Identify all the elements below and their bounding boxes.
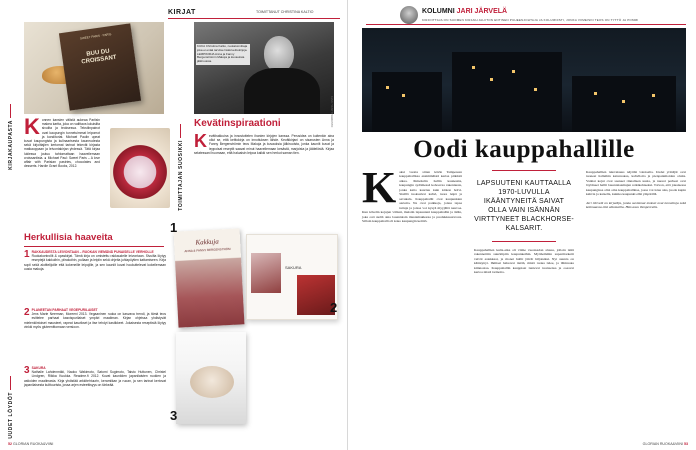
lit-window bbox=[402, 94, 405, 97]
article-title: Oodi kauppahallille bbox=[413, 136, 635, 163]
author-caption: KUKA Christina Kaltio, ruokatoimittaja joka ei enää tarvitse lisää keittokirjoja. LEMPIKIRJA Anna ja Fanny Bergenströmin Makoja ja kuvauksia jälkiruoista. bbox=[196, 44, 250, 65]
column-label bbox=[422, 8, 507, 15]
author-head bbox=[264, 36, 294, 72]
publication-name: GLORIAN RUOKA&VIINI bbox=[13, 442, 54, 446]
review-text: onnen kansien välistä aukeaa Pariisin makea kartta, joka on valittava lukuisilta sivuilta ja teoksessa. Tekstiinpainot ovat kaupungin tunnetuimmat leipomot ja konditoriat. Michael Paulin upeat kuvat kaupungista ja kulinaarisesta kauneudesta sekä kirjoittajien kertomat tarinat tekevät kirjasta matkaoppaan ja leivontakirjan yhdessä. Tätä kirjaa lukiessa joutuu tahtomattaan haaveilemaan croissantista. ● Michael Paul: Sweet Paris – A love affair with Parisian pastries, chocolates and desserts. Hardie Grant Books, 2012. bbox=[24, 118, 100, 169]
lit-window bbox=[594, 92, 597, 95]
vertical-label-new-finds: UUDET LÖYDÖT bbox=[8, 392, 14, 439]
item-text: Ruokakontrollit & opaskirjat. Tämä kirja on omistettu rakkaudelle leivontaan. Sivuilta löytyy reseptejä kakkuihin, piirakoihin, pullaan ja leipiin sekä ohjeita juhlapöytien kattamiseen. Kirja sopii sekä aloittelijoille että kokeneille leipojille, ja sen kauniit kuvat houkuttelevat kokeilemaan uusia makuja. bbox=[24, 254, 166, 271]
cake-photo bbox=[110, 128, 170, 208]
book-item bbox=[24, 308, 166, 329]
book-photo bbox=[24, 22, 164, 114]
folio-left bbox=[8, 442, 53, 446]
cookbook-cover-1 bbox=[174, 228, 245, 327]
building-silhouette bbox=[572, 76, 676, 132]
lit-window bbox=[386, 86, 389, 89]
article-text-3: Kauppahallien tulevaisuus näyttää valoisalta. Uudet yrittäjät ovat tuoneet halleihin katuruokaa, kahviloita ja pienpanimoiden oluita. Vanhat kojut ovat saaneet rinnalleen uusia, ja nuoret perheet ovat löytäneet hallit lauantaiaamujen retkikohteeksi. Toivon, että jokaisessa kaupungissa olisi oma kauppahallinsa, jossa voi istua alas, juoda kupin kahvia ja katsella, kuinka kaupunki elää ympärillä. bbox=[586, 170, 686, 197]
night-city-photo bbox=[362, 28, 686, 132]
section-rule bbox=[168, 18, 340, 19]
item-number: 1 bbox=[24, 249, 30, 260]
column-rule bbox=[366, 24, 686, 25]
columnist-name: JARI JÄRVELÄ bbox=[456, 8, 508, 15]
vertical-tick bbox=[10, 104, 11, 118]
delicious-dreams-rule bbox=[24, 246, 164, 247]
lit-window bbox=[652, 94, 655, 97]
cookbook-1-title: Kakkuja bbox=[195, 237, 219, 247]
section-label: KIRJAT bbox=[168, 9, 196, 16]
columnist-avatar bbox=[400, 6, 418, 24]
vertical-label-editor-favorite: TOIMITTAJAN SUOSIKKI bbox=[178, 140, 184, 211]
item-heading: SAKURA bbox=[31, 366, 46, 370]
lit-window bbox=[622, 100, 625, 103]
item-text: Jens Marie Neerman, Moreeni 2013. Vegaaninen ruoka on kasvava trendi, ja tämä teos esittelee parhaat kasvispurilaiset ympäri maailman. Kirjan ohjeissa yhdistyvät mielenkiintoiset mausteet, rapeat kasvikset ja itse tehdyt kastikkeet. Jokaisesta reseptistä löytyy vinkki myös gluteenittomaan versioon. bbox=[24, 312, 166, 329]
page-credit: TOIMITTANUT CHRISTINA KALTIO bbox=[256, 10, 314, 14]
cookbook-2-title: SAKURA bbox=[285, 265, 302, 270]
cookbook-cover-2 bbox=[246, 234, 338, 320]
cookbook-2-image bbox=[251, 253, 281, 293]
item-text: Nathalie Lahdenmäki, Naoko Wakimoto, Satomi Sugimoto, Taisto Huttunen, Christel Lindgren, Riikka Kuukka. Readme.fi 2012. Kuvat kauniiden japanilaisten ruokien ja astioiden maailmasta. Kirja yhdistää arkkitehtuurin, keramiikan ja ruoan, ja sen tarinat kertovat japanilaisesta kulttuurista, jossa arjen esteettisyys on tärkeää. bbox=[24, 370, 166, 387]
cookbook-number-3: 3 bbox=[170, 408, 178, 423]
article-column-3 bbox=[586, 170, 686, 210]
publication-name: GLORIAN RUOKA&VIINI bbox=[642, 442, 683, 446]
cookbook-cover-3 bbox=[176, 332, 246, 424]
cookbook-1-subtitle: ANNA & FANNY BERGENSTRÖM bbox=[184, 246, 231, 254]
spring-body: eväthakkuina ja innostuttelen ihanien kirjojen kanssa. Perusidea on kuitenkin aina ollut se, että keittokirja on innoituksen lähde. Kevätkirjani on sisarusten Anna ja Fanny Bergenströmin teos Makoja ja kuvauksia jälkiruoista, jonka kauniit kuvat ja leppoisat reseptit saavat minut haaveilemaan kesästä, marjoista ja jäätelöstä. Kirjaa selatessani huomaan, että haluaisin leipoa kaikki sen herkut saman tien. bbox=[194, 134, 334, 155]
item-heading: PLANEETAN PARHAAT VEGEPURILAISET bbox=[31, 308, 98, 312]
delicious-dreams-title: Herkullisia haaveita bbox=[24, 232, 113, 243]
lit-window bbox=[472, 66, 475, 69]
article-text-2: Kauppahallien kulta-aika oli viime vuosisadan alussa, jolloin niitä rakennettiin suurimpiin kaupunkeihin. Myöhemmin supermarketit veivät asiakkaat, ja monet hallit jäivät hiljaisiksi. Nyt suunta on kääntynyt. Ihmiset haluavat tietää, mistä ruoka tulee, ja lähiruoka kiinnostaa. Kauppahallin kauppiaat tuntevat tuotteensa ja osaavat kertoa niistä tarinoita. bbox=[474, 248, 574, 275]
column-label-text: KOLUMNI bbox=[422, 8, 455, 15]
lit-window bbox=[512, 70, 515, 73]
building-silhouette bbox=[452, 52, 562, 132]
item-number: 2 bbox=[24, 307, 30, 318]
spring-dropcap: K bbox=[194, 131, 207, 151]
building-silhouette bbox=[372, 72, 442, 132]
book-cover-subtitle: SWEET PARIS · PARIS bbox=[79, 32, 112, 41]
book-item bbox=[24, 366, 166, 387]
pullquote-rule-top bbox=[492, 170, 556, 171]
article-dropcap: K bbox=[362, 163, 397, 212]
article-column-1 bbox=[362, 163, 462, 223]
book-cover-title: BUU DU CROISSANT bbox=[81, 48, 117, 66]
pullquote-rule-bottom bbox=[492, 241, 556, 242]
item-number: 3 bbox=[24, 365, 30, 376]
page-number: 53 bbox=[684, 442, 688, 446]
page-number: 52 bbox=[8, 442, 12, 446]
cookbook-number-1: 1 bbox=[170, 220, 178, 235]
spring-inspiration-text bbox=[194, 131, 334, 155]
columnist-bio: KIRJOITTAJA ON SUOMEN KIRJAILIJALIITON ENTINEN PUHEENJOHTAJA JA KOLUMNISTI, JONKA VIIMEISIN TEOS ON TYTTÖ JA POMMI bbox=[422, 18, 639, 22]
book-item bbox=[24, 250, 166, 271]
author-body bbox=[244, 68, 320, 114]
article-column-2 bbox=[474, 170, 574, 275]
book-cover bbox=[59, 23, 141, 110]
cookbook-number-2: 2 bbox=[330, 300, 338, 315]
vertical-tick bbox=[180, 124, 181, 138]
photo-credit: KUVA: YKSITYISARKISTO bbox=[330, 96, 333, 128]
folio-right bbox=[643, 442, 688, 446]
pullquote: LAPSUUTENI KAUTTAALLA 1970-LUVULLA IKÄÄNTYNEITÄ SAIVAT OLLA VAIN ISÄNNÄN VIRTTYNEET BLACKHORSE-KALSARIT. bbox=[474, 180, 574, 232]
vertical-label-bookstore: KIRJAKAUPASTA bbox=[8, 120, 14, 170]
review-dropcap: K bbox=[24, 114, 40, 139]
vertical-tick bbox=[10, 376, 11, 390]
columnist-signoff: Jari Järvelä on kirjailija, jonka uusimmat teokset ovat tunnettuja sekä kotimaassa että ulkomailla. Hän asuu Tampereella. bbox=[586, 200, 686, 210]
cookbook-3-bowl-image bbox=[190, 366, 234, 398]
lit-window bbox=[490, 78, 493, 81]
spring-inspiration-title: Kevätinspiraationi bbox=[194, 118, 281, 129]
lit-window bbox=[534, 88, 537, 91]
article-text-1: aksi vuotta sitten kävin Tampereen kauppahallissa ensimmäistä kertaa pitkästä aikaa. Ihmettelin hallin kauneutta, kaupungin sydämessä kohoavaa rakennusta, jonka katto kaartuu kuin kirkon holvi. Sisällä tuoksuivat kahvi, tuore leipä ja savukala. Kauppahallit ovat kaupunkien aarteita. Ne ovat paikkoja, joissa tapaa tuttuja ja joissa voi kysyä myyjältä neuvoa. Kun kävelin kojujen välissä, muistin lapsuuteni kauppahallin ja äidin, joka osti sieltä aina lauantaisin mustamakkaraa ja puolukkasurvosta. Silloin kauppahalli oli koko kaupungin keittiö. bbox=[362, 170, 462, 223]
item-heading: RAKKAUDESTA LEIVONTAAN – RUOKAN VIEMÄNÄ PUNAISELLE VERHOLLE bbox=[31, 250, 154, 254]
author-photo bbox=[194, 22, 334, 114]
